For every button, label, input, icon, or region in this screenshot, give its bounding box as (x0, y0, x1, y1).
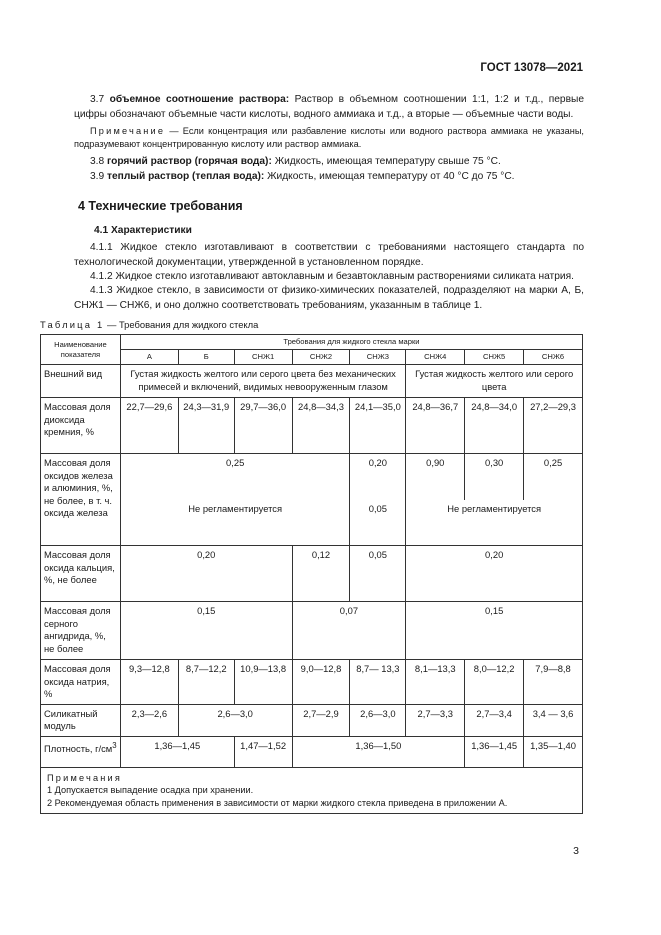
table-caption-text: — Требования для жидкого стекла (107, 319, 259, 330)
table-cell: 22,7—29,6 (120, 398, 178, 454)
table-cell: 24,8—34,0 (465, 398, 524, 454)
table-cell: 0,20 (350, 454, 406, 500)
note-label: Примечание (90, 126, 166, 136)
definition-note (74, 125, 584, 151)
table-cell: 0,15 (120, 602, 292, 660)
header-indicator: Наименование показателя (41, 335, 121, 365)
table-cell: 0,30 (465, 454, 524, 500)
table-cell: 24,3—31,9 (178, 398, 234, 454)
table-cell: Густая жидкость желтого или серого цвета (406, 365, 583, 398)
grade-header: СНЖ4 (406, 350, 465, 365)
grade-header: А (120, 350, 178, 365)
table-cell: 24,8—36,7 (406, 398, 465, 454)
note-item: 2 Рекомендуемая область применения в зависимости от марки жидкого стекла приведена в приложении А. (47, 797, 508, 808)
row-label: Массовая доля оксида кальция, %, не более (41, 546, 121, 602)
table-cell: 8,7—12,2 (178, 660, 234, 705)
table-row (41, 500, 583, 546)
definition-text: Раствор в объемном соотношении 1:1, 1:2 и т.д., первые цифры обозначают объемные части кислоты, водного аммиака и т.д., а вторые — объемные части воды. (74, 94, 585, 120)
paragraph-4-1-2: 4.1.2 Жидкое стекло изготавливают автоклавным и безавтоклавным растворениями силиката натрия. (90, 271, 574, 282)
table-row (41, 546, 583, 602)
table-cell: 9,0—12,8 (292, 660, 350, 705)
table-cell: Не регламентируется (406, 500, 583, 546)
table-cell: 0,05 (350, 546, 406, 602)
row-label: Массовая доля оксида натрия, % (41, 660, 121, 705)
table-cell: 1,36—1,45 (120, 736, 234, 767)
row-label: Массовая доля серного ангидрида, %, не более (41, 602, 121, 660)
table-cell: 24,1—35,0 (350, 398, 406, 454)
table-cell: 0,90 (406, 454, 465, 500)
table-cell: 29,7—36,0 (234, 398, 292, 454)
definition-term: горячий раствор (горячая вода): (107, 156, 272, 167)
superscript: 3 (112, 740, 117, 750)
definition-number: 3.9 (90, 171, 105, 182)
note-text: — Если концентрация или разбавление кислоты или водного раствора аммиака не указаны, подразумевают концентрированную кислоту или раствор аммиака. (74, 126, 584, 149)
table-grade-row (41, 350, 583, 365)
table-cell: 0,15 (406, 602, 583, 660)
table-cell: 2,3—2,6 (120, 704, 178, 736)
paragraph-4-1-1: 4.1.1 Жидкое стекло изготавливают в соответствии с требованиями настоящего стандарта по технологической документации, утвержденной в установленном порядке. (74, 242, 584, 268)
table-cell: 8,7— 13,3 (350, 660, 406, 705)
table-cell: 24,8—34,3 (292, 398, 350, 454)
row-label: Массовая доля оксидов железа и алюминия, %, не более, в т. ч. оксида железа (41, 454, 121, 546)
table-caption (40, 319, 258, 330)
table-row (41, 398, 583, 454)
table-cell: 8,0—12,2 (465, 660, 524, 705)
table-cell: 2,7—2,9 (292, 704, 350, 736)
definition-3-8 (74, 154, 584, 169)
grade-header: СНЖ2 (292, 350, 350, 365)
table-cell: 1,36—1,50 (292, 736, 465, 767)
definition-text: Жидкость, имеющая температуру от 40 °С до 75 °С. (267, 171, 515, 182)
table-cell: 10,9—13,8 (234, 660, 292, 705)
table-notes-row (41, 767, 583, 814)
table-header-row (41, 335, 583, 350)
definition-text: Жидкость, имеющая температуру свыше 75 °С. (274, 156, 501, 167)
table-cell: 2,6—3,0 (178, 704, 292, 736)
definition-3-7 (74, 92, 584, 122)
grade-header: СНЖ3 (350, 350, 406, 365)
table-cell: 0,05 (350, 500, 406, 546)
table-cell: 0,20 (120, 546, 292, 602)
table-cell: 7,9—8,8 (524, 660, 583, 705)
grade-header: СНЖ5 (465, 350, 524, 365)
header-grade-group: Требования для жидкого стекла марки (120, 335, 582, 350)
definition-term: объемное соотношение раствора: (109, 94, 290, 105)
table-cell: 3,4 — 3,6 (524, 704, 583, 736)
note-item: 1 Допускается выпадение осадка при хранении. (47, 785, 254, 795)
row-label: Внешний вид (41, 365, 121, 398)
row-label-text: Плотность, г/см (44, 742, 113, 754)
table-cell: 1,36—1,45 (465, 736, 524, 767)
grade-header: СНЖ6 (524, 350, 583, 365)
paragraph-4-1-3: 4.1.3 Жидкое стекло, в зависимости от физико-химических показателей, подразделяют на марки А, Б, СНЖ1 — СНЖ6, и оно должно соответствовать требованиям, указанным в таблице 1. (74, 285, 584, 311)
table-cell: 1,35—1,40 (524, 736, 583, 767)
table-cell: 0,07 (292, 602, 406, 660)
table-row (41, 365, 583, 398)
table-cell: 1,47—1,52 (234, 736, 292, 767)
grade-header: СНЖ1 (234, 350, 292, 365)
table-cell: 2,6—3,0 (350, 704, 406, 736)
table-cell: 27,2—29,3 (524, 398, 583, 454)
table-cell: 9,3—12,8 (120, 660, 178, 705)
table-row (41, 602, 583, 660)
table-notes (41, 767, 583, 814)
page-number: 3 (573, 845, 579, 857)
table-cell: 0,20 (406, 546, 583, 602)
table-row (41, 454, 583, 500)
table-row (41, 660, 583, 705)
table-cell: 2,7—3,3 (406, 704, 465, 736)
row-label: Силикатный модуль (41, 704, 121, 736)
table-cell: Не регламентируется (120, 500, 350, 546)
document-code: ГОСТ 13078—2021 (480, 62, 583, 74)
table-cell: Густая жидкость желтого или серого цвета без механических примесей и включений, видимых невооруженным глазом (120, 365, 405, 398)
table-row (41, 704, 583, 736)
table-cell: 0,25 (120, 454, 350, 500)
grade-header: Б (178, 350, 234, 365)
row-label (41, 736, 121, 767)
definition-number: 3.8 (90, 156, 105, 167)
requirements-table (40, 334, 583, 814)
subsection-title: 4.1 Характеристики (94, 225, 192, 236)
table-cell: 2,7—3,4 (465, 704, 524, 736)
row-label: Массовая доля диоксида кремния, % (41, 398, 121, 454)
table-cell: 0,12 (292, 546, 350, 602)
section-title: 4 Технические требования (78, 199, 243, 213)
definition-term: теплый раствор (теплая вода): (107, 171, 265, 182)
notes-title: Примечания (47, 772, 123, 783)
table-caption-label: Таблица 1 (40, 319, 105, 330)
definition-3-9 (74, 169, 584, 184)
table-cell: 0,25 (524, 454, 583, 500)
definition-number: 3.7 (90, 94, 105, 105)
table-cell: 8,1—13,3 (406, 660, 465, 705)
table-row (41, 736, 583, 767)
